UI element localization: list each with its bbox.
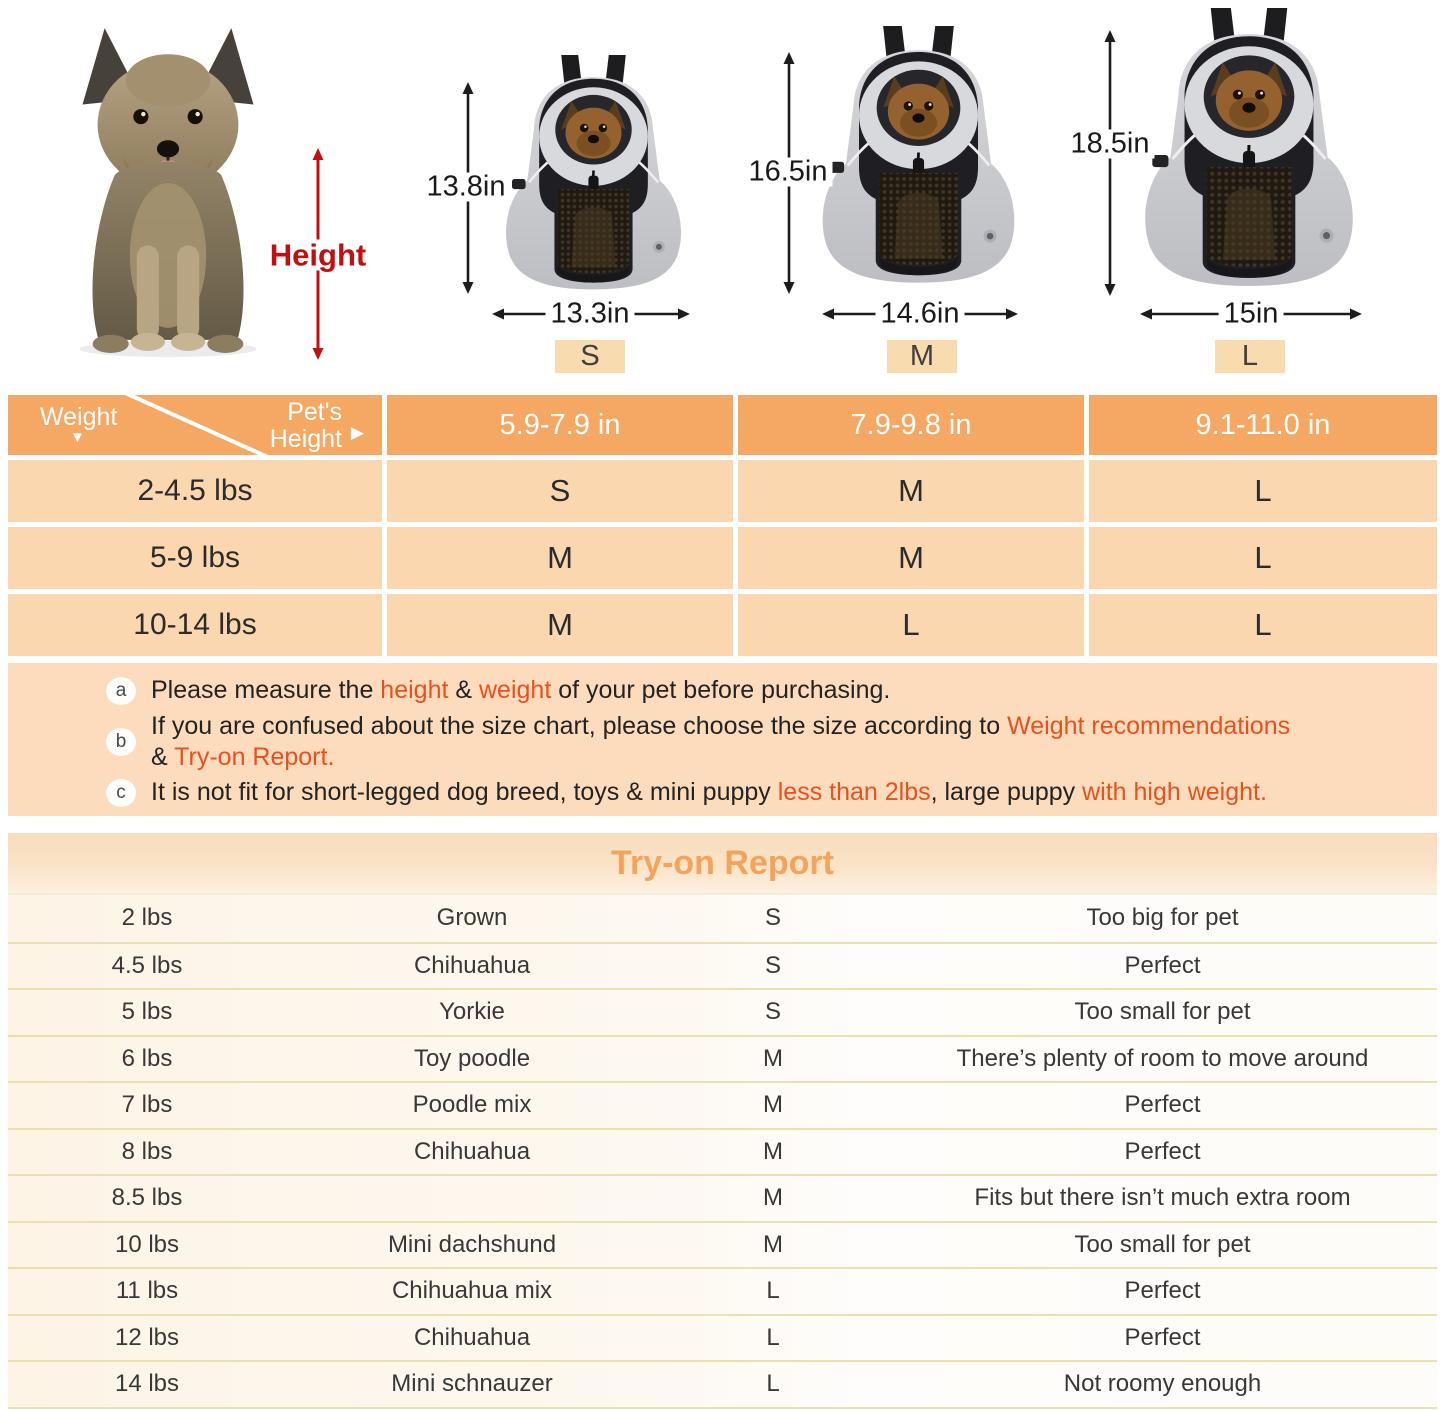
size-cell: L: [1089, 460, 1437, 522]
note-a: [106, 675, 1413, 706]
tryon-size: S: [764, 904, 781, 932]
size-chart-table: [8, 395, 1437, 656]
tryon-size: M: [763, 1044, 783, 1072]
tryon-breed: [286, 1176, 658, 1221]
tryon-breed: Chihuahua: [413, 1323, 531, 1351]
width-dim-label-m: 14.6in: [875, 300, 964, 329]
tryon-size: L: [766, 1323, 780, 1351]
size-badge-m: M: [887, 340, 957, 373]
size-chart-corner-cell: [8, 395, 382, 455]
note-text-c: It is not fit for short-legged dog breed, toys & mini puppy less than 2lbs, large puppy with high weight.: [151, 778, 1267, 806]
tryon-comment: Perfect: [1124, 1137, 1201, 1165]
tryon-row-8: [8, 1267, 1437, 1314]
tryon-comment: Perfect: [1124, 951, 1201, 979]
size-cell: S: [387, 460, 733, 522]
col-header-2: 9.1-11.0 in: [1089, 395, 1437, 455]
corner-pets-height-label: Pet's Height: [269, 398, 342, 453]
backpack-illustration-s: [500, 55, 687, 297]
tryon-weight: 2 lbs: [121, 904, 173, 932]
size-cell: M: [387, 594, 733, 656]
tryon-weight: 7 lbs: [121, 1091, 173, 1119]
note-b: [106, 711, 1413, 773]
tryon-row-3: [8, 1035, 1437, 1082]
size-cell: M: [387, 527, 733, 589]
col-header-0: 5.9-7.9 in: [387, 395, 733, 455]
tryon-weight: 6 lbs: [121, 1044, 173, 1072]
size-cell: M: [738, 527, 1084, 589]
tryon-row-5: [8, 1128, 1437, 1175]
size-cell: L: [1089, 594, 1437, 656]
height-dim-label-s: 13.8in: [421, 173, 510, 202]
tryon-comment: There’s plenty of room to move around: [956, 1044, 1369, 1072]
weight-cell: 2-4.5 lbs: [8, 460, 382, 522]
weight-cell: 5-9 lbs: [8, 527, 382, 589]
size-badge-s: S: [555, 340, 625, 373]
tryon-breed: Toy poodle: [413, 1044, 531, 1072]
height-arrow-l: [1102, 30, 1118, 296]
tryon-size: M: [763, 1184, 783, 1212]
tryon-weight: 8 lbs: [121, 1137, 173, 1165]
tryon-row-9: [8, 1314, 1437, 1361]
tryon-size: M: [763, 1091, 783, 1119]
tryon-comment: Too big for pet: [1086, 904, 1239, 932]
tryon-breed: Mini dachshund: [387, 1230, 557, 1258]
tryon-comment: Not roomy enough: [1063, 1370, 1262, 1398]
width-dim-label-s: 13.3in: [545, 300, 634, 329]
tryon-breed: Poodle mix: [412, 1091, 532, 1119]
note-text-b: If you are confused about the size chart, please choose the size according to Weight recommendations & Try-on Report.: [151, 711, 1291, 771]
tryon-weight: 11 lbs: [115, 1277, 179, 1305]
tryon-breed: Chihuahua mix: [391, 1277, 553, 1305]
height-dim-label-l: 18.5in: [1065, 130, 1154, 159]
tryon-row-2: [8, 988, 1437, 1035]
triangle-down-icon: ▼: [70, 429, 85, 446]
tryon-breed: Chihuahua: [413, 951, 531, 979]
tryon-size: S: [764, 951, 781, 979]
tryon-weight: 8.5 lbs: [111, 1184, 183, 1212]
tryon-comment: Perfect: [1124, 1091, 1201, 1119]
note-marker-a: a: [106, 677, 136, 705]
tryon-report-section: [8, 833, 1437, 1409]
tryon-weight: 14 lbs: [114, 1370, 180, 1398]
corner-weight-label: Weight: [40, 403, 118, 431]
size-badge-l: L: [1215, 340, 1285, 373]
backpack-illustration-m: [816, 26, 1021, 291]
tryon-row-0: [8, 895, 1437, 942]
tryon-comment: Too small for pet: [1074, 1230, 1251, 1258]
tryon-row-6: [8, 1174, 1437, 1221]
note-text-a: Please measure the height & weight of your pet before purchasing.: [151, 676, 891, 704]
size-cell: L: [738, 594, 1084, 656]
tryon-size: L: [766, 1277, 780, 1305]
tryon-size: L: [766, 1370, 780, 1398]
size-cell: L: [1089, 527, 1437, 589]
tryon-weight: 4.5 lbs: [111, 951, 183, 979]
tryon-comment: Perfect: [1124, 1323, 1201, 1351]
tryon-comment: Perfect: [1124, 1277, 1201, 1305]
tryon-report-table: [8, 893, 1437, 1409]
pet-height-label: Height: [265, 240, 371, 271]
tryon-size: S: [764, 998, 781, 1026]
size-cell: M: [738, 460, 1084, 522]
col-header-1: 7.9-9.8 in: [738, 395, 1084, 455]
tryon-row-10: [8, 1360, 1437, 1407]
tryon-weight: 10 lbs: [114, 1230, 180, 1258]
tryon-size: M: [763, 1230, 783, 1258]
height-dim-label-m: 16.5in: [743, 158, 832, 187]
weight-cell: 10-14 lbs: [8, 594, 382, 656]
tryon-report-title: Try-on Report: [8, 833, 1437, 893]
backpack-illustration-l: [1138, 8, 1360, 295]
tryon-weight: 5 lbs: [121, 998, 173, 1026]
tryon-size: M: [763, 1137, 783, 1165]
tryon-comment: Too small for pet: [1074, 998, 1251, 1026]
tryon-row-7: [8, 1221, 1437, 1268]
tryon-row-1: [8, 942, 1437, 989]
tryon-breed: Chihuahua: [413, 1137, 531, 1165]
note-marker-c: c: [106, 779, 136, 807]
tryon-breed: Yorkie: [439, 998, 505, 1026]
tryon-breed: Mini schnauzer: [391, 1370, 553, 1398]
note-marker-b: b: [106, 728, 136, 756]
tryon-row-4: [8, 1081, 1437, 1128]
tryon-comment: Fits but there isn’t much extra room: [974, 1184, 1351, 1212]
note-c: [106, 777, 1413, 808]
triangle-right-icon: ▶: [350, 423, 364, 442]
tryon-breed: Grown: [436, 904, 508, 932]
notes-panel: [8, 663, 1437, 816]
tryon-weight: 12 lbs: [114, 1323, 180, 1351]
width-dim-label-l: 15in: [1219, 300, 1284, 329]
yorkie-photo: [52, 6, 284, 358]
